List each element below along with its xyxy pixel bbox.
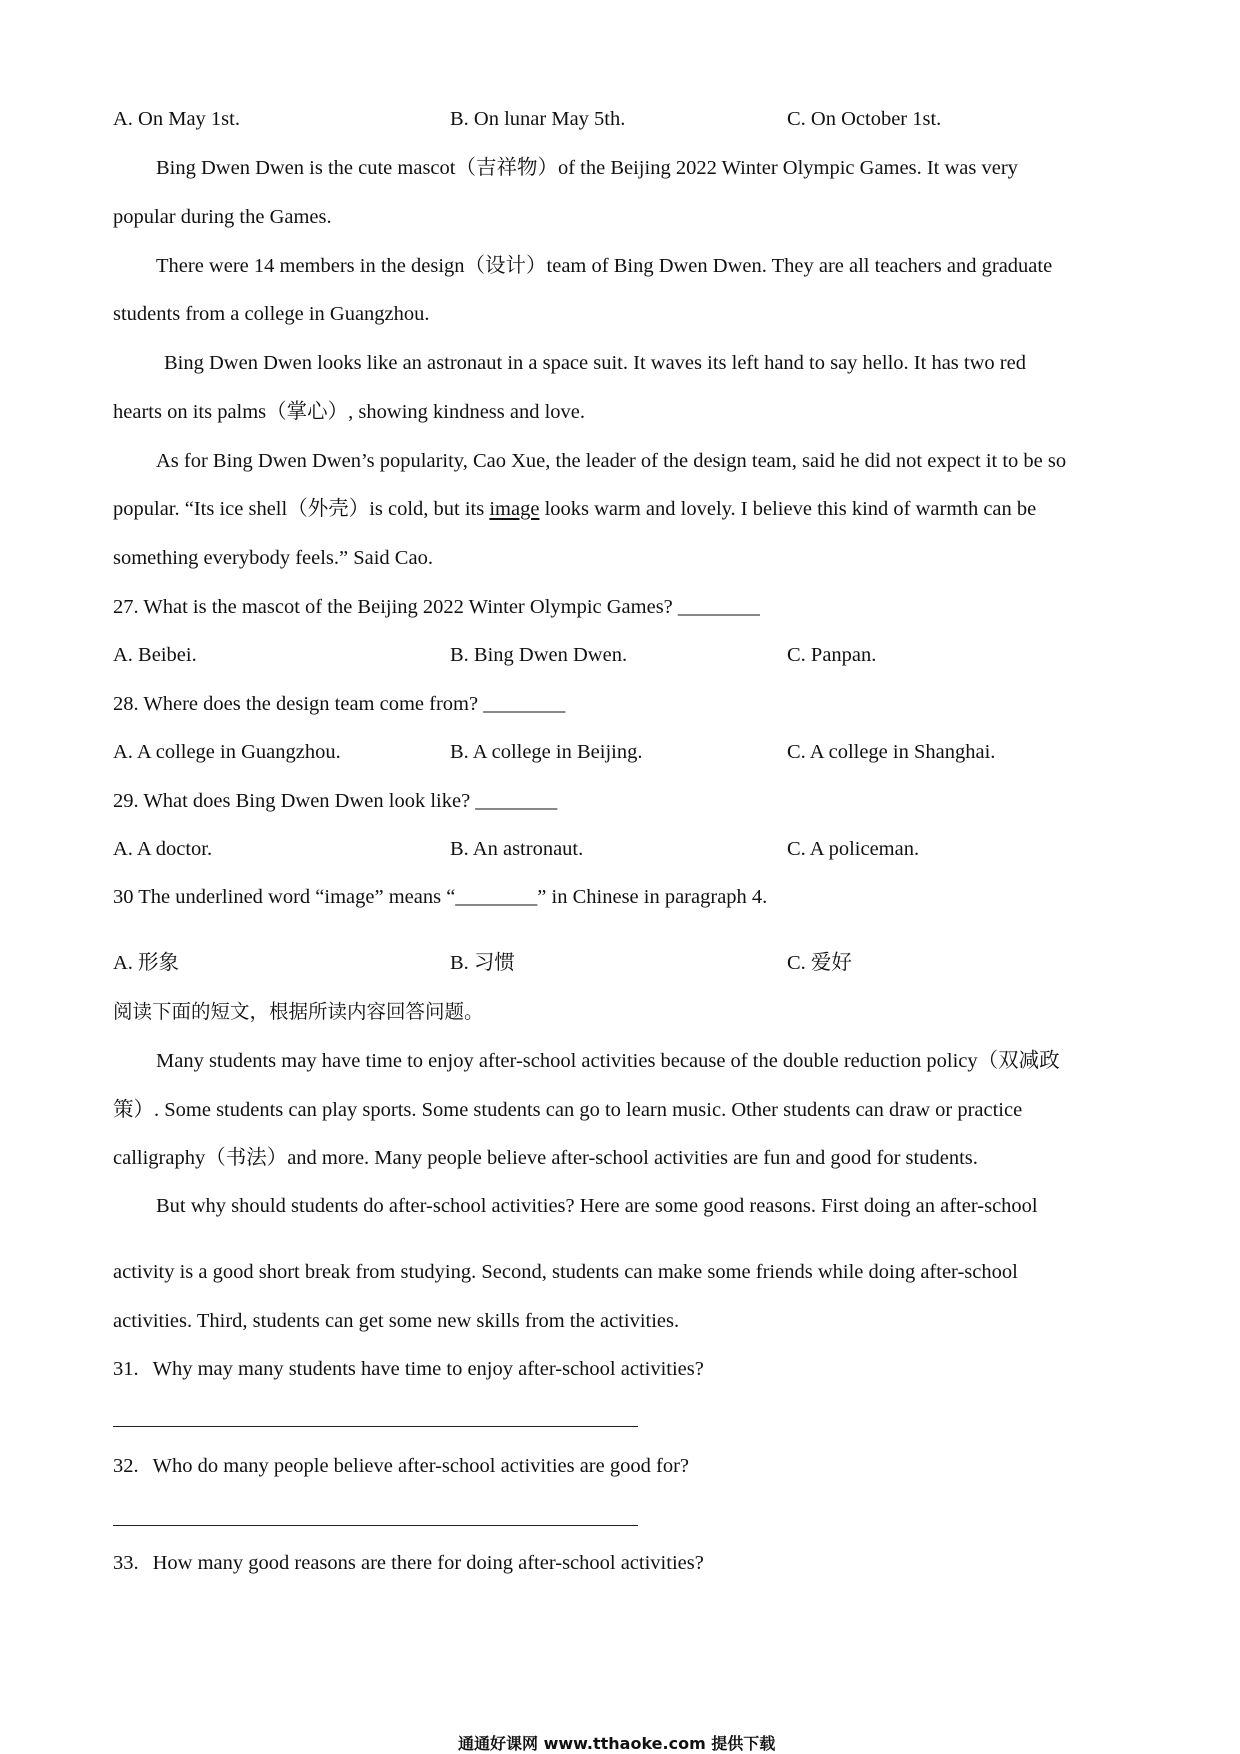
q27-option-c: C. Panpan. (787, 644, 877, 666)
q26-option-b: B. On lunar May 5th. (450, 108, 626, 130)
question-27: 27. What is the mascot of the Beijing 2022 Winter Olympic Games? ________ (113, 596, 760, 618)
question-32-number: 32. (113, 1455, 139, 1477)
q27-option-b: B. Bing Dwen Dwen. (450, 644, 628, 666)
q29-option-c: C. A policeman. (787, 838, 920, 860)
passage1-p4-line3: something everybody feels.” Said Cao. (113, 547, 433, 569)
passage1-p2-line2: students from a college in Guangzhou. (113, 303, 430, 325)
question-31-number: 31. (113, 1358, 139, 1380)
passage1-p4-line1: As for Bing Dwen Dwen’s popularity, Cao Xue, the leader of the design team, said he did not expect it to be so (156, 450, 1067, 472)
q28-option-b: B. A college in Beijing. (450, 741, 643, 763)
q28-option-a: A. A college in Guangzhou. (113, 741, 341, 763)
answer-line-31[interactable] (113, 1426, 638, 1427)
q26-option-a: A. On May 1st. (113, 108, 240, 130)
passage1-p2-line1: There were 14 members in the design（设计）team of Bing Dwen Dwen. They are all teachers and graduate (156, 255, 1053, 277)
page-footer: 通通好课网 www.tthaoke.com 提供下载 (458, 1734, 776, 1753)
q26-option-c: C. On October 1st. (787, 108, 942, 130)
passage2-p2-line3: activities. Third, students can get some new skills from the activities. (113, 1310, 680, 1332)
question-33-text: How many good reasons are there for doing after-school activities? (152, 1552, 704, 1574)
passage1-p3-line2: hearts on its palms（掌心）, showing kindness and love. (113, 401, 586, 423)
passage1-p1-line2: popular during the Games. (113, 206, 332, 228)
q30-option-c: C. 爱好 (787, 952, 852, 974)
q30-option-a: A. 形象 (113, 952, 180, 974)
answer-line-32[interactable] (113, 1525, 638, 1526)
question-31 (113, 1359, 704, 1380)
question-32 (113, 1456, 689, 1477)
section-instruction: 阅读下面的短文，根据所读内容回答问题。 (113, 1000, 484, 1023)
passage1-p4-line2-start: popular. “Its ice shell（外壳）is cold, but its (113, 498, 490, 520)
q27-option-a: A. Beibei. (113, 644, 197, 666)
passage1-p1-line1: Bing Dwen Dwen is the cute mascot（吉祥物）of the Beijing 2022 Winter Olympic Games. It was very (156, 157, 1018, 179)
question-28: 28. Where does the design team come from? ________ (113, 693, 566, 715)
question-33 (113, 1553, 704, 1574)
q29-option-b: B. An astronaut. (450, 838, 584, 860)
passage1-p4-line2 (113, 499, 1036, 520)
question-31-text: Why may many students have time to enjoy after-school activities? (152, 1358, 704, 1380)
passage2-p1-line2: 策）. Some students can play sports. Some students can go to learn music. Other students can draw or practice (113, 1099, 1023, 1121)
q30-option-b: B. 习惯 (450, 952, 515, 974)
question-29: 29. What does Bing Dwen Dwen look like? ________ (113, 790, 558, 812)
passage2-p1-line1: Many students may have time to enjoy after-school activities because of the double reduction policy（双减政 (156, 1050, 1060, 1072)
passage1-p3-line1: Bing Dwen Dwen looks like an astronaut in a space suit. It waves its left hand to say hello. It has two red (164, 352, 1026, 374)
passage1-p4-line2-end: looks warm and lovely. I believe this kind of warmth can be (539, 498, 1037, 520)
question-32-text: Who do many people believe after-school activities are good for? (152, 1455, 689, 1477)
q29-option-a: A. A doctor. (113, 838, 213, 860)
question-30: 30 The underlined word “image” means “________” in Chinese in paragraph 4. (113, 886, 768, 908)
underlined-word-image: image (489, 498, 540, 520)
passage2-p2-line2: activity is a good short break from studying. Second, students can make some friends while doing after-school (113, 1261, 1018, 1283)
passage2-p2-line1: But why should students do after-school activities? Here are some good reasons. First doing an after-school (156, 1195, 1038, 1217)
q28-option-c: C. A college in Shanghai. (787, 741, 996, 763)
question-33-number: 33. (113, 1552, 139, 1574)
passage2-p1-line3: calligraphy（书法）and more. Many people believe after-school activities are fun and good for students. (113, 1147, 978, 1169)
